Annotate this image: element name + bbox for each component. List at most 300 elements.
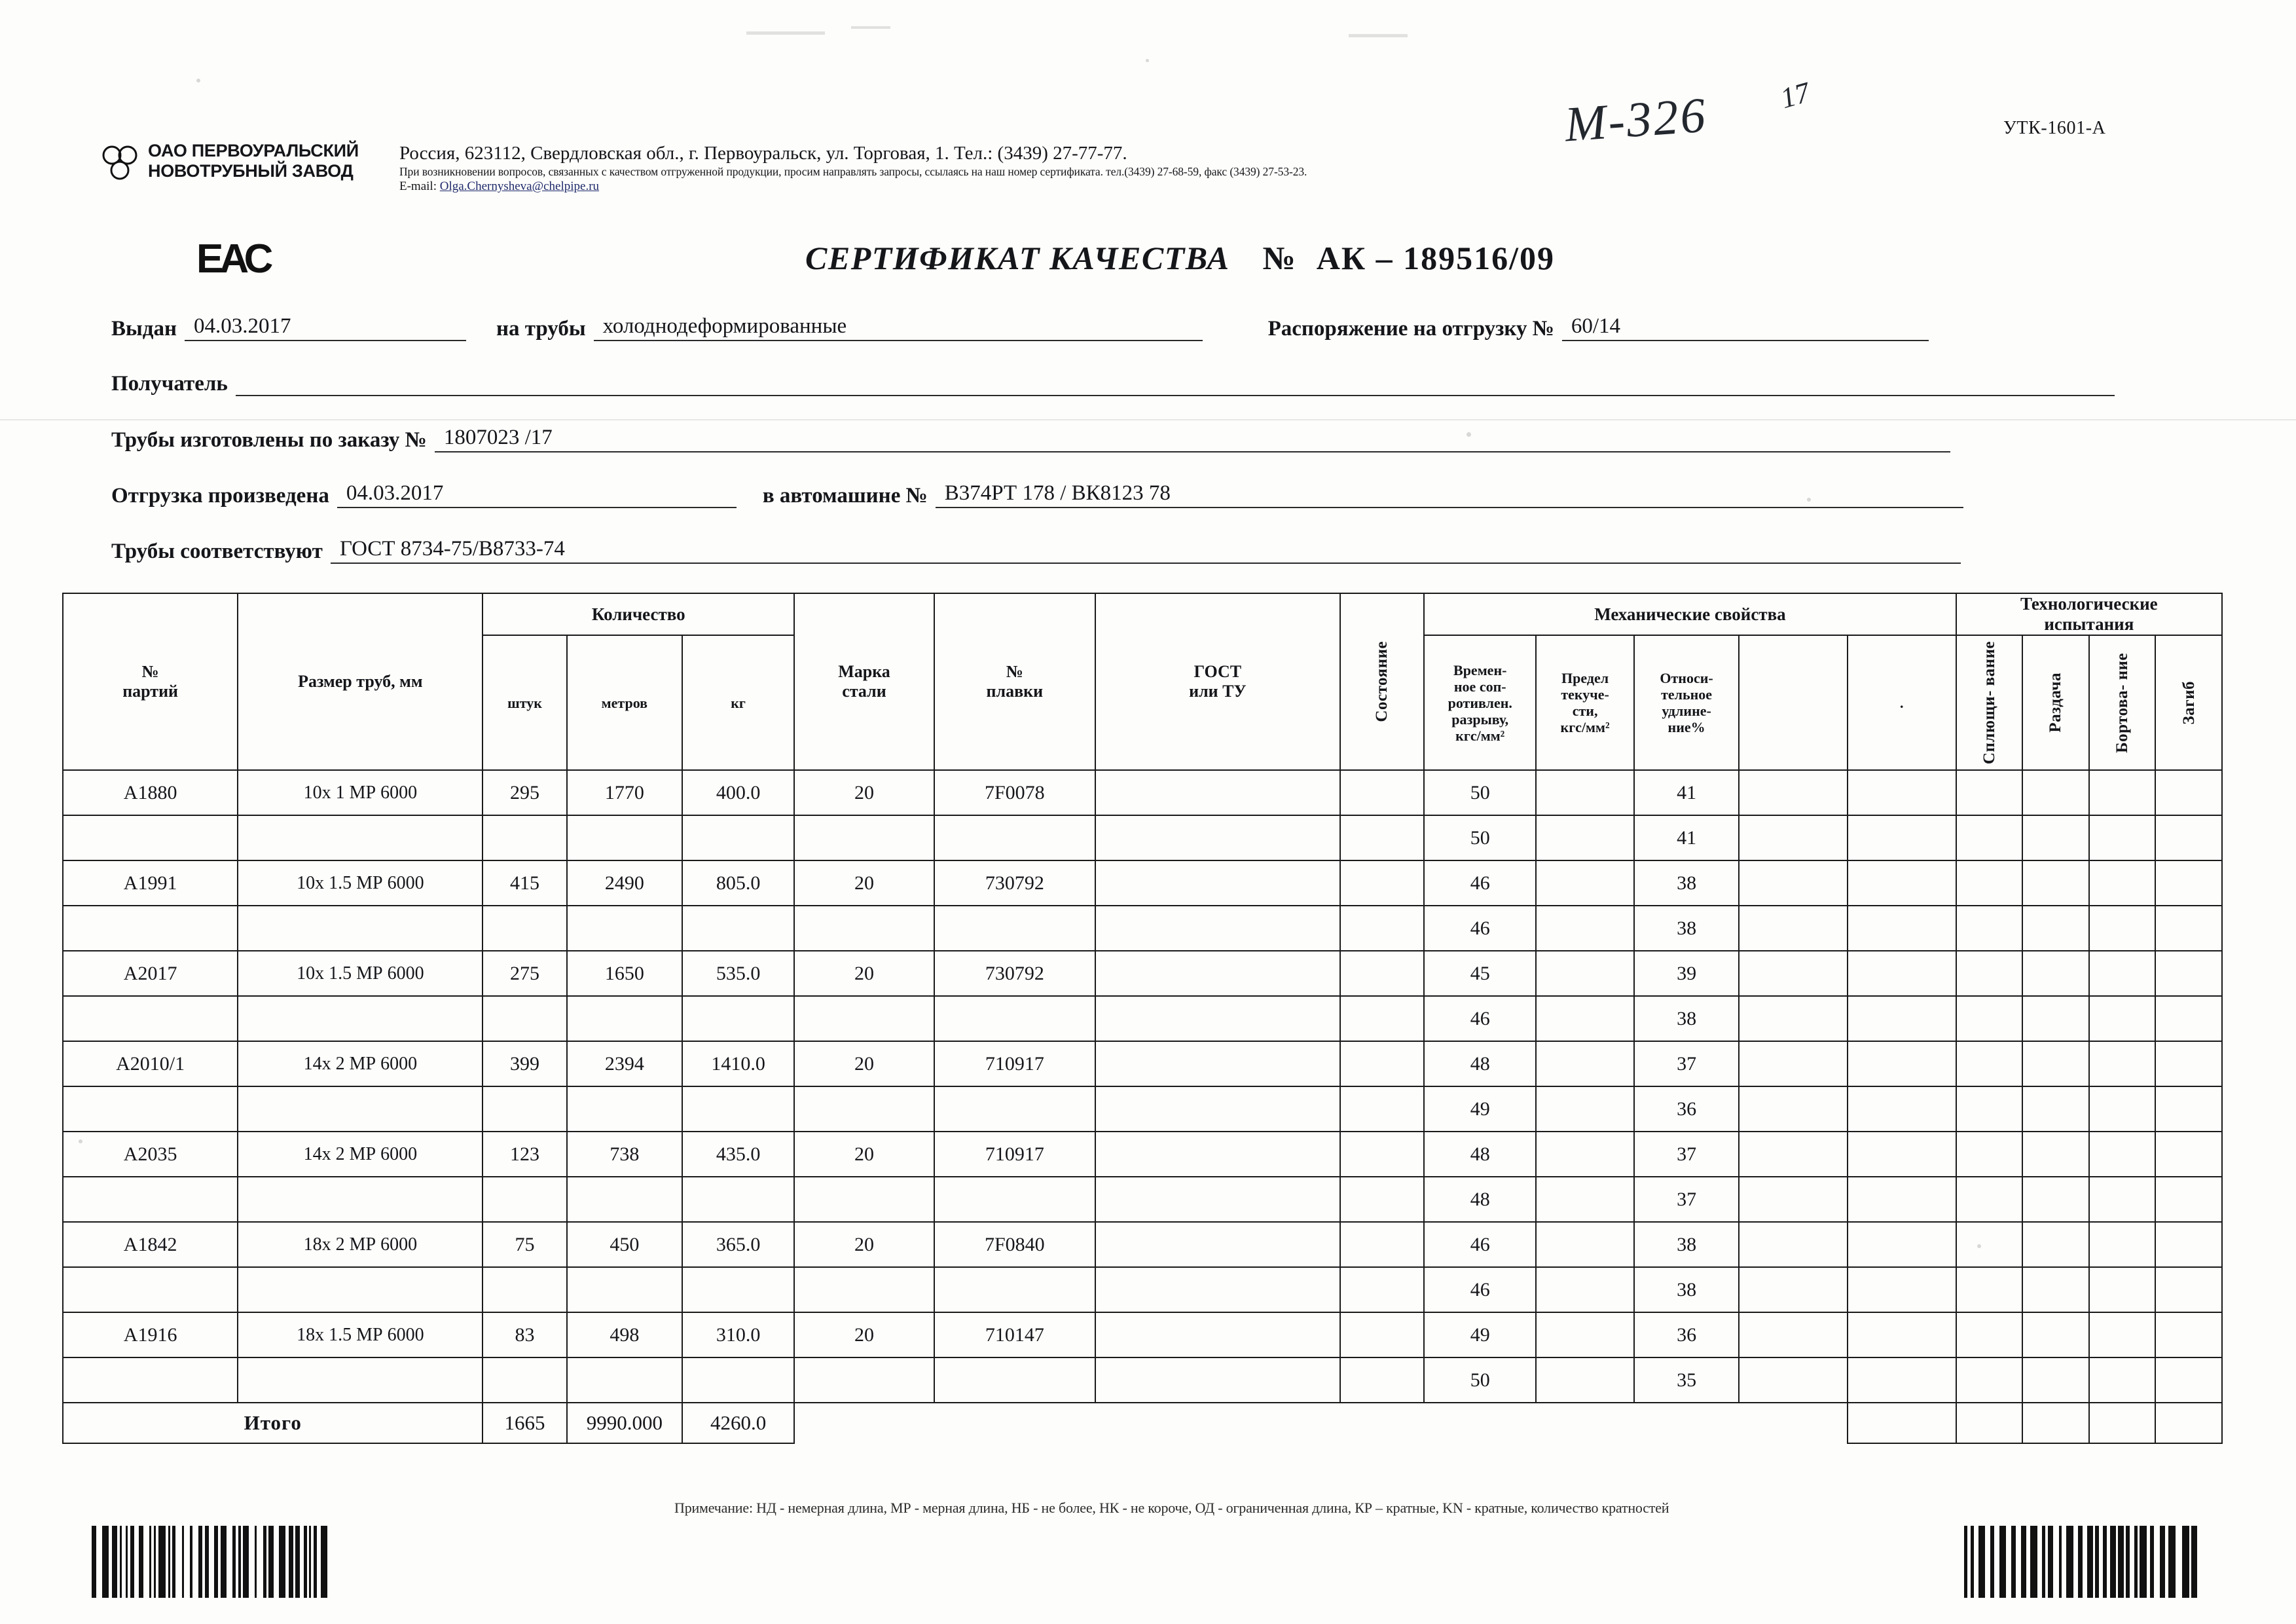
- cell-tensile: 48: [1424, 1132, 1536, 1177]
- footer-note: Примечание: НД - немерная длина, МР - мерная длина, НБ - не более, НК - не короче, ОД - ограниченная длина, КР – кратные, KN - кратные, количество кратностей: [674, 1500, 1669, 1516]
- col-yield-l4: кгс/мм²: [1560, 719, 1610, 736]
- handwritten-registration-suffix: 17: [1777, 75, 1813, 115]
- col-flattening-label: Сплющи- вание: [1980, 641, 1998, 765]
- table-row: [63, 1177, 2222, 1222]
- cell-heat: 710147: [934, 1312, 1095, 1357]
- cell-steel: 20: [794, 951, 934, 996]
- col-gost-line2: или ТУ: [1189, 682, 1247, 701]
- cell-party: [63, 1267, 238, 1312]
- cell-flanging: [2089, 996, 2156, 1041]
- total-blank-condition: [1340, 1403, 1424, 1443]
- cell-yield: [1536, 1312, 1634, 1357]
- cell-gost: [1095, 1177, 1340, 1222]
- cell-size: [238, 1267, 483, 1312]
- col-yield-l3: сти,: [1572, 703, 1598, 720]
- cell-meters: 1650: [567, 951, 682, 996]
- page-title-text: СЕРТИФИКАТ КАЧЕСТВА: [805, 240, 1230, 276]
- cell-bend: [2155, 1041, 2222, 1086]
- cell-size: 10х 1.5 МР 6000: [238, 951, 483, 996]
- cell-steel: 20: [794, 1041, 934, 1086]
- cell-heat: [934, 1177, 1095, 1222]
- total-blank-mech1: [1739, 1403, 1848, 1443]
- total-blank-yield: [1536, 1403, 1634, 1443]
- cell-flattening: [1956, 770, 2023, 815]
- total-blank-heat: [934, 1403, 1095, 1443]
- cell-bend: [2155, 996, 2222, 1041]
- cell-mech-blank-1: [1739, 1086, 1848, 1132]
- col-tensile-l1: Времен-: [1453, 661, 1507, 678]
- table-row: [63, 1267, 2222, 1312]
- total-blank-flattening: [1956, 1403, 2023, 1443]
- vehicle-label: в автомашине №: [762, 484, 928, 507]
- col-bend: [2155, 635, 2222, 770]
- shipment-date-value[interactable]: 04.03.2017: [337, 481, 737, 508]
- cell-mech-blank-2: [1848, 951, 1956, 996]
- cell-size: [238, 1177, 483, 1222]
- cell-kg: 1410.0: [682, 1041, 794, 1086]
- cell-size: 18х 1.5 МР 6000: [238, 1312, 483, 1357]
- cell-expansion: [2022, 996, 2089, 1041]
- pipes-type-value[interactable]: холоднодеформированные: [594, 314, 1203, 341]
- cell-size: [238, 1357, 483, 1403]
- cell-elong: 38: [1634, 996, 1739, 1041]
- cell-expansion: [2022, 1086, 2089, 1132]
- total-meters: 9990.000: [567, 1403, 682, 1443]
- made-by-order-value[interactable]: 1807023 /17: [435, 426, 1950, 452]
- col-tensile-l3: ротивлен.: [1448, 694, 1512, 711]
- cell-kg: [682, 996, 794, 1041]
- cell-bend: [2155, 1357, 2222, 1403]
- cell-flattening: [1956, 1267, 2023, 1312]
- cell-condition: [1340, 815, 1424, 860]
- cell-party: А2017: [63, 951, 238, 996]
- cell-condition: [1340, 1041, 1424, 1086]
- cell-meters: [567, 1357, 682, 1403]
- cell-mech-blank-2: [1848, 1086, 1956, 1132]
- table-total-row: [63, 1403, 2222, 1443]
- company-address: Россия, 623112, Свердловская обл., г. Первоуральск, ул. Торговая, 1. Тел.: (3439) 27-77-77.: [399, 143, 1127, 164]
- company-quality-note: При возникновении вопросов, связанных с качеством отгруженной продукции, просим направлять запросы, ссылаясь на наш номер сертификата. тел.(3439) 27-68-59, факс (3439) 27-53-23.: [399, 165, 1307, 178]
- cell-mech-blank-1: [1739, 951, 1848, 996]
- pntz-logo-icon: [98, 143, 141, 184]
- cell-condition: [1340, 906, 1424, 951]
- company-email-line: [399, 179, 2206, 194]
- scan-fold-line: [0, 419, 2296, 420]
- cell-size: 10х 1.5 МР 6000: [238, 860, 483, 906]
- made-by-order-label: Трубы изготовлены по заказу №: [111, 428, 427, 452]
- cell-mech-blank-1: [1739, 1357, 1848, 1403]
- cell-party: А2010/1: [63, 1041, 238, 1086]
- cell-bend: [2155, 770, 2222, 815]
- cell-flanging: [2089, 1086, 2156, 1132]
- cell-bend: [2155, 1086, 2222, 1132]
- total-blank-steel: [794, 1403, 934, 1443]
- cell-kg: 805.0: [682, 860, 794, 906]
- certificate-number-label: №: [1262, 240, 1297, 276]
- issued-date-value[interactable]: 04.03.2017: [185, 314, 466, 341]
- cell-size: 14х 2 МР 6000: [238, 1041, 483, 1086]
- recipient-value[interactable]: [236, 370, 2115, 396]
- table-row: [63, 996, 2222, 1041]
- table-row: [63, 1312, 2222, 1357]
- cell-pieces: 75: [483, 1222, 566, 1267]
- cell-expansion: [2022, 1267, 2089, 1312]
- cell-meters: [567, 815, 682, 860]
- col-gost: [1095, 593, 1340, 770]
- cell-kg: [682, 1086, 794, 1132]
- cell-kg: [682, 1177, 794, 1222]
- scan-artifact: [746, 31, 825, 35]
- cell-tensile: 45: [1424, 951, 1536, 996]
- cell-flanging: [2089, 1312, 2156, 1357]
- cell-expansion: [2022, 906, 2089, 951]
- cell-mech-blank-1: [1739, 996, 1848, 1041]
- total-label: Итого: [63, 1403, 483, 1443]
- cell-mech-blank-2: [1848, 1312, 1956, 1357]
- col-yield-l1: Предел: [1561, 670, 1609, 687]
- total-pieces: 1665: [483, 1403, 566, 1443]
- cell-mech-blank-1: [1739, 1267, 1848, 1312]
- cell-flanging: [2089, 1222, 2156, 1267]
- cell-heat: [934, 906, 1095, 951]
- col-party: [63, 593, 238, 770]
- table-body: [63, 770, 2222, 1443]
- cell-heat: 7F0840: [934, 1222, 1095, 1267]
- cell-heat: [934, 1357, 1095, 1403]
- shipment-label: Отгрузка произведена: [111, 484, 329, 507]
- cell-party: [63, 815, 238, 860]
- header-row-1: [63, 593, 2222, 635]
- col-condition-label: Состояние: [1373, 641, 1391, 722]
- barcode-left: [92, 1526, 329, 1598]
- cell-steel: 20: [794, 1132, 934, 1177]
- cell-condition: [1340, 1132, 1424, 1177]
- cell-elong: 38: [1634, 1222, 1739, 1267]
- cell-bend: [2155, 815, 2222, 860]
- col-quantity-group: Количество: [483, 593, 794, 635]
- cell-bend: [2155, 860, 2222, 906]
- col-expansion-label: Раздача: [2047, 673, 2065, 733]
- cell-elong: 41: [1634, 770, 1739, 815]
- cell-condition: [1340, 860, 1424, 906]
- cell-elong: 36: [1634, 1086, 1739, 1132]
- cell-steel: [794, 1267, 934, 1312]
- standard-value[interactable]: ГОСТ 8734-75/В8733-74: [331, 537, 1961, 564]
- col-yield: [1536, 635, 1634, 770]
- col-tensile-l4: разрыву,: [1451, 710, 1509, 728]
- cell-elong: 37: [1634, 1177, 1739, 1222]
- table-row: [63, 815, 2222, 860]
- col-steel-line2: стали: [842, 682, 886, 701]
- shipping-order-value[interactable]: 60/14: [1562, 314, 1929, 341]
- cell-tensile: 48: [1424, 1041, 1536, 1086]
- col-pieces: штук: [483, 635, 566, 770]
- cell-gost: [1095, 1357, 1340, 1403]
- cell-condition: [1340, 1222, 1424, 1267]
- cell-pieces: 123: [483, 1132, 566, 1177]
- table-row: [63, 1132, 2222, 1177]
- cell-yield: [1536, 1357, 1634, 1403]
- cell-heat: 730792: [934, 860, 1095, 906]
- cell-party: А1880: [63, 770, 238, 815]
- col-tensile-l5: кгс/мм²: [1455, 727, 1505, 744]
- cell-party: [63, 906, 238, 951]
- cell-expansion: [2022, 860, 2089, 906]
- col-expansion: [2022, 635, 2089, 770]
- cell-elong: 41: [1634, 815, 1739, 860]
- cell-size: 10х 1 МР 6000: [238, 770, 483, 815]
- cell-yield: [1536, 770, 1634, 815]
- cell-party: [63, 996, 238, 1041]
- cell-expansion: [2022, 951, 2089, 996]
- cell-gost: [1095, 770, 1340, 815]
- col-flattening: [1956, 635, 2023, 770]
- cell-tensile: 49: [1424, 1086, 1536, 1132]
- cell-elong: 37: [1634, 1132, 1739, 1177]
- cell-tensile: 46: [1424, 906, 1536, 951]
- cell-mech-blank-2: [1848, 860, 1956, 906]
- cell-steel: [794, 1177, 934, 1222]
- cell-mech-blank-2: [1848, 996, 1956, 1041]
- cell-gost: [1095, 996, 1340, 1041]
- cell-bend: [2155, 951, 2222, 996]
- company-contacts: [399, 141, 2206, 194]
- cell-expansion: [2022, 1312, 2089, 1357]
- scan-artifact: [851, 26, 890, 29]
- cell-bend: [2155, 1312, 2222, 1357]
- cell-meters: [567, 996, 682, 1041]
- col-elongation: [1634, 635, 1739, 770]
- cell-mech-blank-1: [1739, 1132, 1848, 1177]
- col-heat-number: [934, 593, 1095, 770]
- cell-condition: [1340, 1086, 1424, 1132]
- table-row: [63, 1222, 2222, 1267]
- cell-condition: [1340, 1312, 1424, 1357]
- cell-condition: [1340, 1357, 1424, 1403]
- cell-heat: [934, 1267, 1095, 1312]
- total-blank-gost: [1095, 1403, 1340, 1443]
- col-heat-line2: плавки: [986, 682, 1044, 701]
- col-yield-l2: текуче-: [1561, 686, 1609, 703]
- certificate-table: [62, 593, 2223, 1444]
- cell-gost: [1095, 1222, 1340, 1267]
- cell-tensile: 46: [1424, 1222, 1536, 1267]
- cell-gost: [1095, 1086, 1340, 1132]
- col-mech-blank-2: .: [1848, 635, 1956, 770]
- cell-kg: 400.0: [682, 770, 794, 815]
- cell-party: [63, 1177, 238, 1222]
- cell-steel: [794, 996, 934, 1041]
- cell-mech-blank-1: [1739, 770, 1848, 815]
- document-header: [98, 141, 2206, 194]
- cell-condition: [1340, 951, 1424, 996]
- cell-gost: [1095, 1312, 1340, 1357]
- col-elong-l1: Относи-: [1660, 670, 1713, 687]
- col-tech-tests-line1: Технологические: [2020, 594, 2158, 614]
- table-row: [63, 770, 2222, 815]
- scan-artifact: [1349, 34, 1408, 37]
- cell-gost: [1095, 1132, 1340, 1177]
- cell-party: [63, 1086, 238, 1132]
- cell-meters: 1770: [567, 770, 682, 815]
- cell-party: А1842: [63, 1222, 238, 1267]
- col-tech-tests-group: [1956, 593, 2222, 635]
- cell-condition: [1340, 770, 1424, 815]
- cell-gost: [1095, 860, 1340, 906]
- cell-bend: [2155, 1222, 2222, 1267]
- cell-size: 18х 2 МР 6000: [238, 1222, 483, 1267]
- cell-party: [63, 1357, 238, 1403]
- form-row-standard: [111, 537, 2219, 564]
- cell-meters: [567, 1086, 682, 1132]
- cell-mech-blank-1: [1739, 1222, 1848, 1267]
- cell-yield: [1536, 1267, 1634, 1312]
- total-blank-tensile: [1424, 1403, 1536, 1443]
- col-mech-props-group: Механические свойства: [1424, 593, 1956, 635]
- cell-mech-blank-1: [1739, 860, 1848, 906]
- cell-flattening: [1956, 1041, 2023, 1086]
- cell-meters: [567, 1177, 682, 1222]
- cell-elong: 38: [1634, 1267, 1739, 1312]
- cell-bend: [2155, 1177, 2222, 1222]
- cell-tensile: 46: [1424, 996, 1536, 1041]
- cell-mech-blank-2: [1848, 1041, 1956, 1086]
- col-tensile-l2: ное соп-: [1453, 678, 1506, 695]
- cell-yield: [1536, 1132, 1634, 1177]
- cell-kg: 435.0: [682, 1132, 794, 1177]
- cell-tensile: 50: [1424, 770, 1536, 815]
- cell-pieces: [483, 815, 566, 860]
- cell-expansion: [2022, 1041, 2089, 1086]
- company-logo-line-1: ОАО ПЕРВОУРАЛЬСКИЙ: [148, 141, 359, 160]
- cell-steel: [794, 906, 934, 951]
- cell-flanging: [2089, 906, 2156, 951]
- col-bend-label: Загиб: [2179, 680, 2198, 725]
- cell-flattening: [1956, 860, 2023, 906]
- issued-label: Выдан: [111, 317, 177, 341]
- cell-heat: 710917: [934, 1132, 1095, 1177]
- cell-condition: [1340, 1177, 1424, 1222]
- cell-mech-blank-2: [1848, 906, 1956, 951]
- cell-pieces: [483, 1267, 566, 1312]
- cell-kg: [682, 1267, 794, 1312]
- cell-mech-blank-2: [1848, 815, 1956, 860]
- cell-flanging: [2089, 1177, 2156, 1222]
- cell-flanging: [2089, 1357, 2156, 1403]
- cell-flanging: [2089, 951, 2156, 996]
- cell-tensile: 50: [1424, 1357, 1536, 1403]
- cell-mech-blank-2: [1848, 1222, 1956, 1267]
- cell-steel: [794, 815, 934, 860]
- barcode-right: [1964, 1526, 2201, 1598]
- cell-expansion: [2022, 770, 2089, 815]
- cell-yield: [1536, 1177, 1634, 1222]
- cell-expansion: [2022, 815, 2089, 860]
- company-logo-block: [98, 141, 399, 184]
- cell-tensile: 46: [1424, 1267, 1536, 1312]
- eac-conformity-mark: ЕАС: [196, 236, 270, 282]
- form-row-recipient: [111, 370, 2219, 396]
- cell-meters: 738: [567, 1132, 682, 1177]
- cell-flanging: [2089, 1041, 2156, 1086]
- cell-steel: [794, 1357, 934, 1403]
- col-elong-l2: тельное: [1661, 686, 1713, 703]
- cell-flanging: [2089, 860, 2156, 906]
- cell-heat: [934, 815, 1095, 860]
- total-kg: 4260.0: [682, 1403, 794, 1443]
- cell-pieces: [483, 906, 566, 951]
- cell-gost: [1095, 906, 1340, 951]
- cell-yield: [1536, 996, 1634, 1041]
- col-mech-blank-1: [1739, 635, 1848, 770]
- col-elong-l4: ние%: [1667, 719, 1705, 736]
- cell-pieces: [483, 1177, 566, 1222]
- cell-size: [238, 1086, 483, 1132]
- vehicle-value[interactable]: В374РТ 178 / ВК8123 78: [936, 481, 1963, 508]
- cell-mech-blank-1: [1739, 906, 1848, 951]
- cell-flattening: [1956, 1132, 2023, 1177]
- col-party-line1: №: [141, 662, 159, 682]
- cell-yield: [1536, 1086, 1634, 1132]
- cell-pieces: [483, 996, 566, 1041]
- cell-yield: [1536, 906, 1634, 951]
- cell-tensile: 49: [1424, 1312, 1536, 1357]
- page-title: [805, 239, 1555, 277]
- cell-pieces: [483, 1086, 566, 1132]
- cell-elong: 37: [1634, 1041, 1739, 1086]
- cell-mech-blank-1: [1739, 1312, 1848, 1357]
- cell-gost: [1095, 1267, 1340, 1312]
- cell-flattening: [1956, 1357, 2023, 1403]
- cell-flattening: [1956, 815, 2023, 860]
- cell-tensile: 46: [1424, 860, 1536, 906]
- cell-expansion: [2022, 1222, 2089, 1267]
- cell-yield: [1536, 1222, 1634, 1267]
- company-logo-line-2: НОВОТРУБНЫЙ ЗАВОД: [148, 161, 354, 181]
- cell-kg: 365.0: [682, 1222, 794, 1267]
- total-blank-elong: [1634, 1403, 1739, 1443]
- pipes-label: на трубы: [496, 317, 586, 341]
- col-kg: кг: [682, 635, 794, 770]
- cell-flattening: [1956, 1086, 2023, 1132]
- cell-size: [238, 815, 483, 860]
- cell-flattening: [1956, 1222, 2023, 1267]
- scan-speck: [1146, 59, 1149, 62]
- cell-steel: 20: [794, 770, 934, 815]
- cell-heat: 710917: [934, 1041, 1095, 1086]
- cell-kg: 310.0: [682, 1312, 794, 1357]
- cell-flanging: [2089, 770, 2156, 815]
- col-tensile: [1424, 635, 1536, 770]
- col-size: Размер труб, мм: [238, 593, 483, 770]
- cell-flattening: [1956, 951, 2023, 996]
- cell-condition: [1340, 996, 1424, 1041]
- email-link[interactable]: Olga.Chernysheva@chelpipe.ru: [439, 179, 600, 193]
- cell-mech-blank-1: [1739, 1177, 1848, 1222]
- cell-pieces: 399: [483, 1041, 566, 1086]
- cell-tensile: 50: [1424, 815, 1536, 860]
- table-row: [63, 906, 2222, 951]
- cell-mech-blank-1: [1739, 1041, 1848, 1086]
- cell-condition: [1340, 1267, 1424, 1312]
- cell-steel: 20: [794, 1312, 934, 1357]
- cell-gost: [1095, 815, 1340, 860]
- cell-expansion: [2022, 1357, 2089, 1403]
- cell-steel: [794, 1086, 934, 1132]
- cell-expansion: [2022, 1177, 2089, 1222]
- cell-kg: [682, 906, 794, 951]
- cell-flattening: [1956, 1177, 2023, 1222]
